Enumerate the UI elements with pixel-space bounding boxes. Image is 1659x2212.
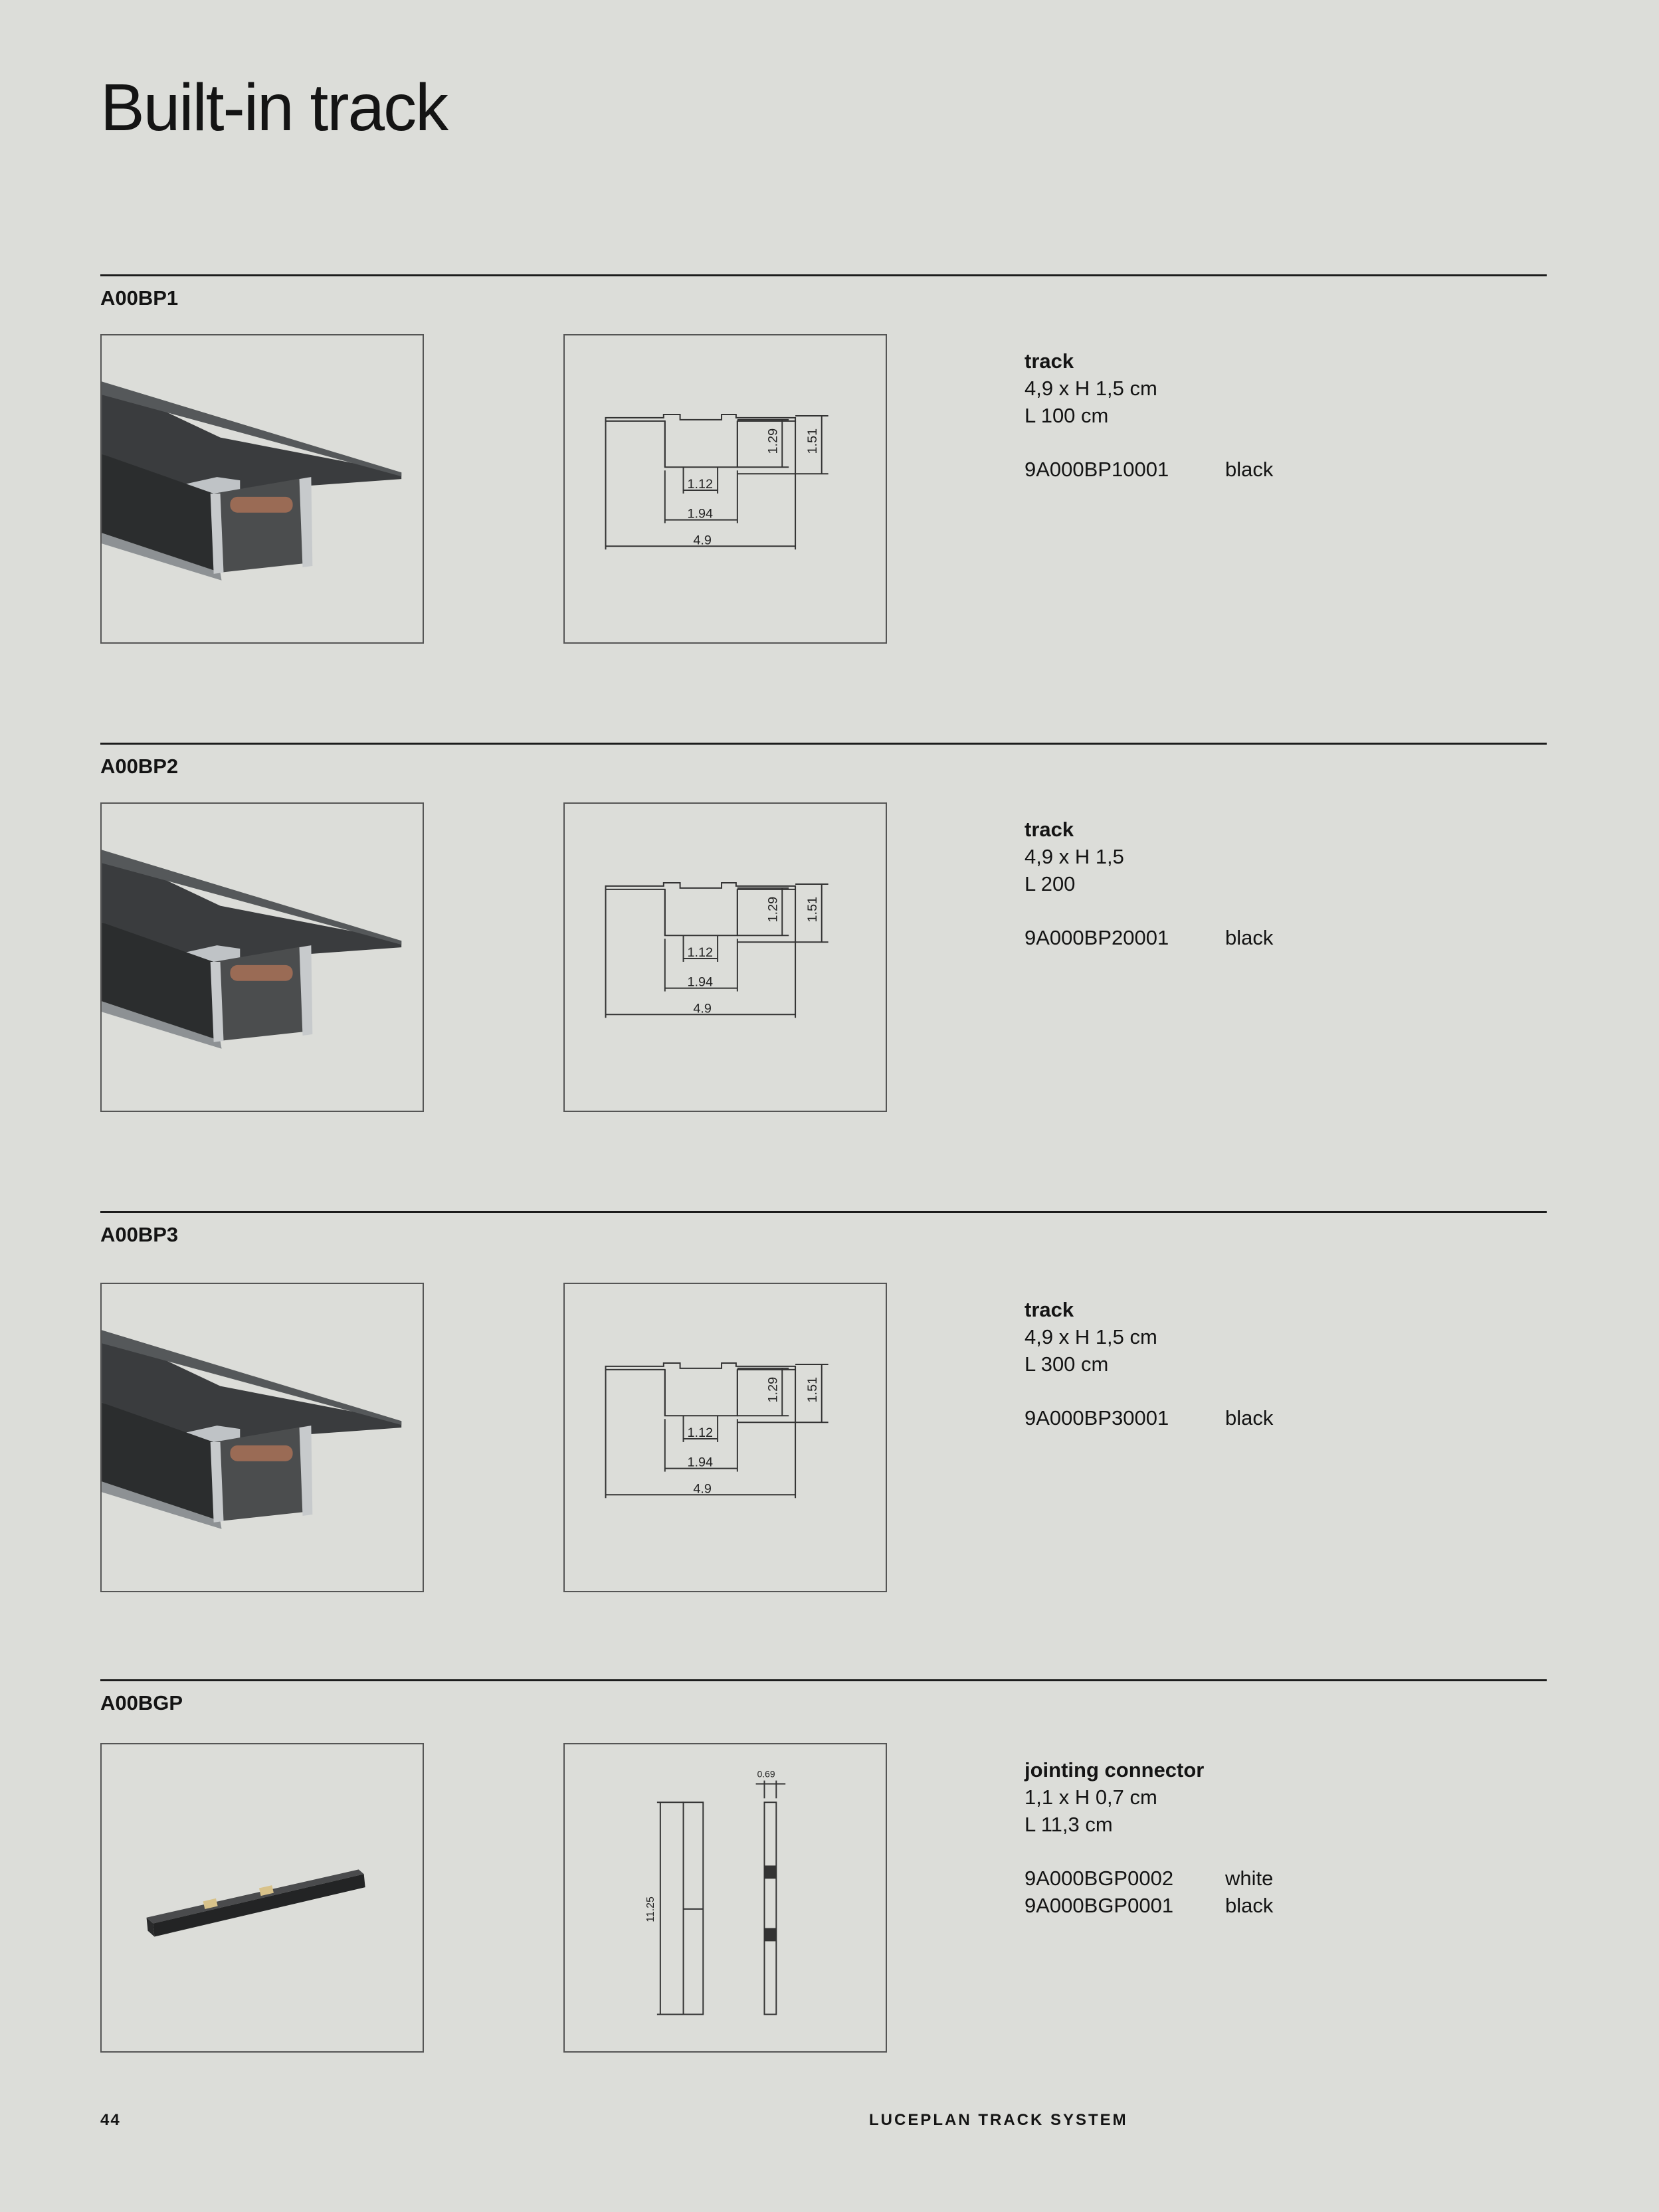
variant-row [1025,1404,1273,1431]
profile-dimension-drawing [565,804,886,1111]
technical-drawing [563,1283,887,1592]
variant-code: 9A000BGP0002 [1025,1867,1174,1890]
variant-code: 9A000BP20001 [1025,926,1169,949]
section-divider [100,1211,1547,1213]
product-info [1025,1756,1273,1919]
dim-label: 4.9 [693,1001,712,1016]
footer-brand: LUCEPLAN TRACK SYSTEM [869,2111,1128,2129]
variant-row [1025,924,1273,951]
product-dimensions: 4,9 x H 1,5 cm [1025,377,1157,400]
track-render-image [102,804,423,1111]
product-length: L 11,3 cm [1025,1813,1113,1836]
product-section [100,743,1547,1115]
variant-code: 9A000BP10001 [1025,458,1169,481]
dim-label: 1.12 [687,1426,714,1441]
track-render-image [102,1284,423,1591]
product-photo [100,1743,424,2053]
dim-label: 4.9 [693,533,712,548]
dim-label: 11.25 [644,1896,656,1922]
technical-drawing [563,1743,887,2053]
product-dimensions: 4,9 x H 1,5 cm [1025,1325,1157,1348]
dim-label: 4.9 [693,1481,712,1497]
product-section [100,1211,1547,1583]
profile-dimension-drawing [565,1284,886,1591]
variant-color: black [1225,926,1274,949]
dim-label: 1.94 [687,506,714,521]
variant-row [1025,456,1273,483]
page-title: Built-in track [100,70,448,145]
variant-row [1025,1892,1273,1919]
variant-row [1025,1865,1273,1892]
dim-label: 1.51 [805,1376,820,1403]
section-divider [100,274,1547,276]
variant-code: 9A000BP30001 [1025,1406,1169,1429]
product-info [1025,816,1273,951]
dim-label: 0.69 [757,1768,775,1780]
technical-drawing [563,802,887,1112]
variant-color: white [1225,1867,1274,1890]
dim-label: 1.51 [805,428,820,454]
product-dimensions: 4,9 x H 1,5 [1025,845,1124,868]
dim-label: 1.94 [687,1455,714,1470]
product-code: A00BP3 [100,1223,179,1246]
variant-color: black [1225,1894,1274,1917]
dim-label: 1.29 [765,428,781,454]
connector-render-image [102,1744,423,2051]
product-code: A00BGP [100,1691,183,1714]
product-section [100,274,1547,646]
technical-drawing [563,334,887,644]
product-photo [100,802,424,1112]
product-dimensions: 1,1 x H 0,7 cm [1025,1786,1157,1809]
dim-label: 1.12 [687,477,714,492]
product-section [100,1679,1547,2051]
product-photo [100,334,424,644]
product-info [1025,347,1273,483]
product-name: track [1025,1298,1074,1321]
dim-label: 1.29 [765,1376,781,1403]
product-name: track [1025,818,1074,841]
product-info [1025,1296,1273,1431]
product-length: L 300 cm [1025,1352,1109,1376]
variant-color: black [1225,458,1274,481]
section-divider [100,743,1547,745]
dim-label: 1.29 [765,896,781,923]
variant-color: black [1225,1406,1274,1429]
dim-label: 1.51 [805,896,820,923]
dim-label: 1.94 [687,974,714,990]
track-render-image [102,335,423,642]
product-code: A00BP1 [100,286,179,310]
page-number: 44 [100,2111,121,2129]
connector-dimension-drawing [565,1744,886,2051]
product-length: L 100 cm [1025,404,1109,427]
product-length: L 200 [1025,872,1076,895]
product-code: A00BP2 [100,755,179,778]
section-divider [100,1679,1547,1681]
product-photo [100,1283,424,1592]
profile-dimension-drawing [565,335,886,642]
dim-label: 1.12 [687,945,714,961]
variant-code: 9A000BGP0001 [1025,1894,1174,1917]
product-name: track [1025,349,1074,373]
product-name: jointing connector [1025,1758,1205,1782]
